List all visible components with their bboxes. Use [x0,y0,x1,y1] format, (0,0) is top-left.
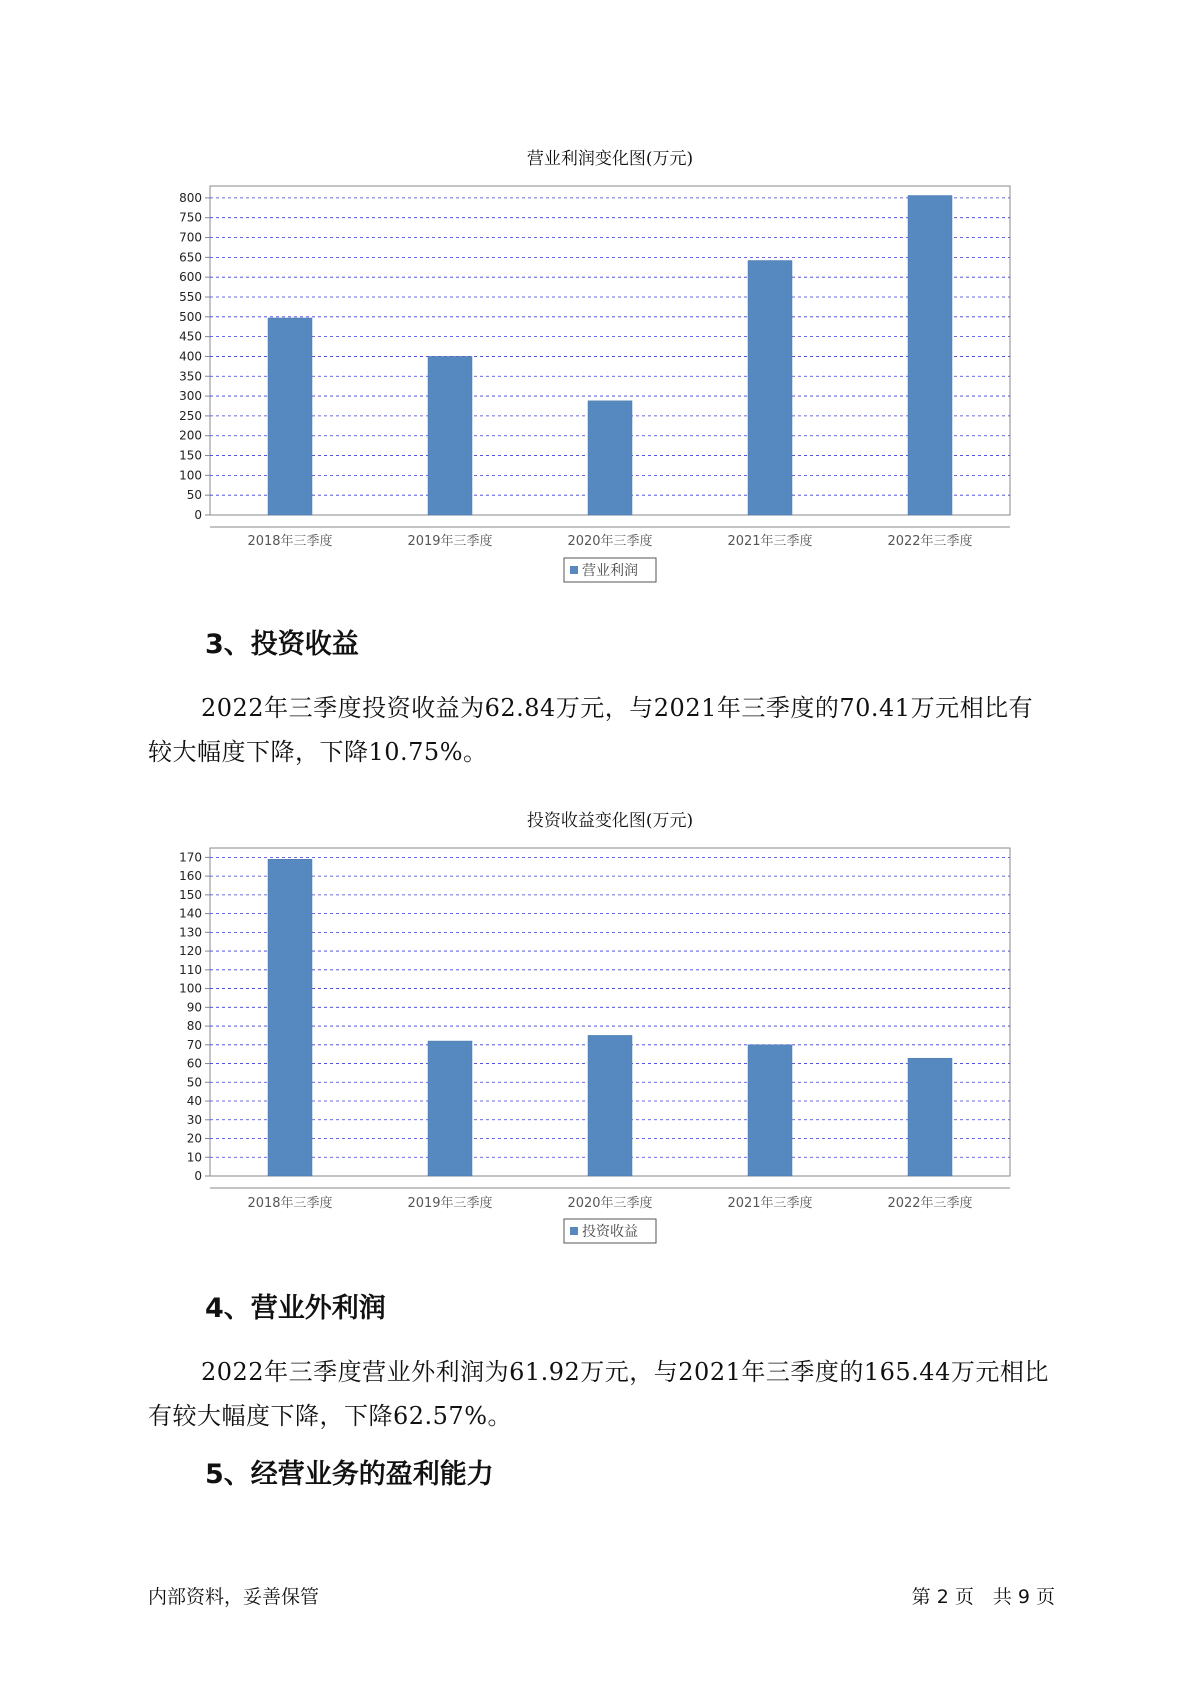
bar [748,1045,792,1176]
y-tick-label: 800 [179,190,202,205]
y-tick-label: 500 [179,309,202,324]
y-tick-label: 150 [179,448,202,463]
y-tick-label: 0 [194,508,202,522]
y-tick-label: 70 [186,1037,202,1052]
y-tick-label: 100 [179,468,202,483]
y-tick-label: 90 [186,1000,202,1015]
y-tick-label: 750 [179,210,202,225]
footer-confidential-note: 内部资料，妥善保管 [148,1586,320,1608]
x-tick-label: 2019年三季度 [407,534,493,549]
section-heading-non-operating-profit: 4、营业外利润 [205,1293,386,1324]
y-tick-label: 50 [186,488,202,503]
y-tick-label: 30 [186,1112,202,1127]
y-tick-label: 40 [186,1094,202,1109]
footer-page-number: 第 2 页 共 9 页 [911,1586,1055,1608]
x-tick-label: 2021年三季度 [727,534,813,549]
y-tick-label: 110 [179,962,202,977]
y-tick-label: 80 [186,1019,202,1034]
legend-swatch [570,1227,578,1235]
y-tick-label: 140 [179,906,202,921]
x-tick-label: 2022年三季度 [887,534,973,549]
non-operating-profit-paragraph: 2022年三季度营业外利润为61.92万元，与2021年三季度的165.44万元相比有较大幅度下降，下降62.57%。 [148,1358,1049,1430]
x-tick-label: 2018年三季度 [247,534,333,549]
y-tick-label: 20 [186,1131,202,1146]
legend [564,1219,656,1243]
investment-income-paragraph: 2022年三季度投资收益为62.84万元，与2021年三季度的70.41万元相比有较大幅度下降，下降10.75%。 [148,694,1034,766]
y-tick-label: 250 [179,408,202,423]
y-tick-label: 100 [179,981,202,996]
x-tick-label: 2020年三季度 [567,534,653,549]
y-tick-label: 60 [186,1056,202,1071]
y-tick-label: 350 [179,369,202,384]
x-tick-label: 2020年三季度 [567,1196,653,1211]
y-tick-label: 650 [179,250,202,265]
bar [588,1035,632,1176]
y-tick-label: 160 [179,869,202,884]
y-tick-label: 550 [179,289,202,304]
y-tick-label: 50 [186,1075,202,1090]
y-tick-label: 120 [179,944,202,959]
y-tick-label: 200 [179,428,202,443]
y-tick-label: 700 [179,230,202,245]
section-heading-investment-income: 3、投资收益 [205,629,359,660]
x-tick-label: 2018年三季度 [247,1196,333,1211]
y-tick-label: 150 [179,887,202,902]
y-tick-label: 130 [179,925,202,940]
x-tick-label: 2019年三季度 [407,1196,493,1211]
y-tick-label: 0 [194,1169,202,1183]
bar [268,859,312,1176]
legend-label: 投资收益 [582,1224,638,1240]
x-tick-label: 2022年三季度 [887,1196,973,1211]
legend-label: 营业利润 [582,563,638,579]
bar [428,1041,472,1176]
bar [908,1058,952,1176]
y-tick-label: 450 [179,329,202,344]
chart-title: 营业利润变化图(万元) [526,149,694,169]
y-tick-label: 170 [179,850,202,865]
section-heading-business-profitability: 5、经营业务的盈利能力 [205,1459,494,1490]
x-tick-label: 2021年三季度 [727,1196,813,1211]
y-tick-label: 600 [179,270,202,285]
y-tick-label: 400 [179,349,202,364]
y-tick-label: 300 [179,389,202,404]
y-tick-label: 10 [186,1150,202,1165]
chart-title: 投资收益变化图(万元) [526,811,694,831]
